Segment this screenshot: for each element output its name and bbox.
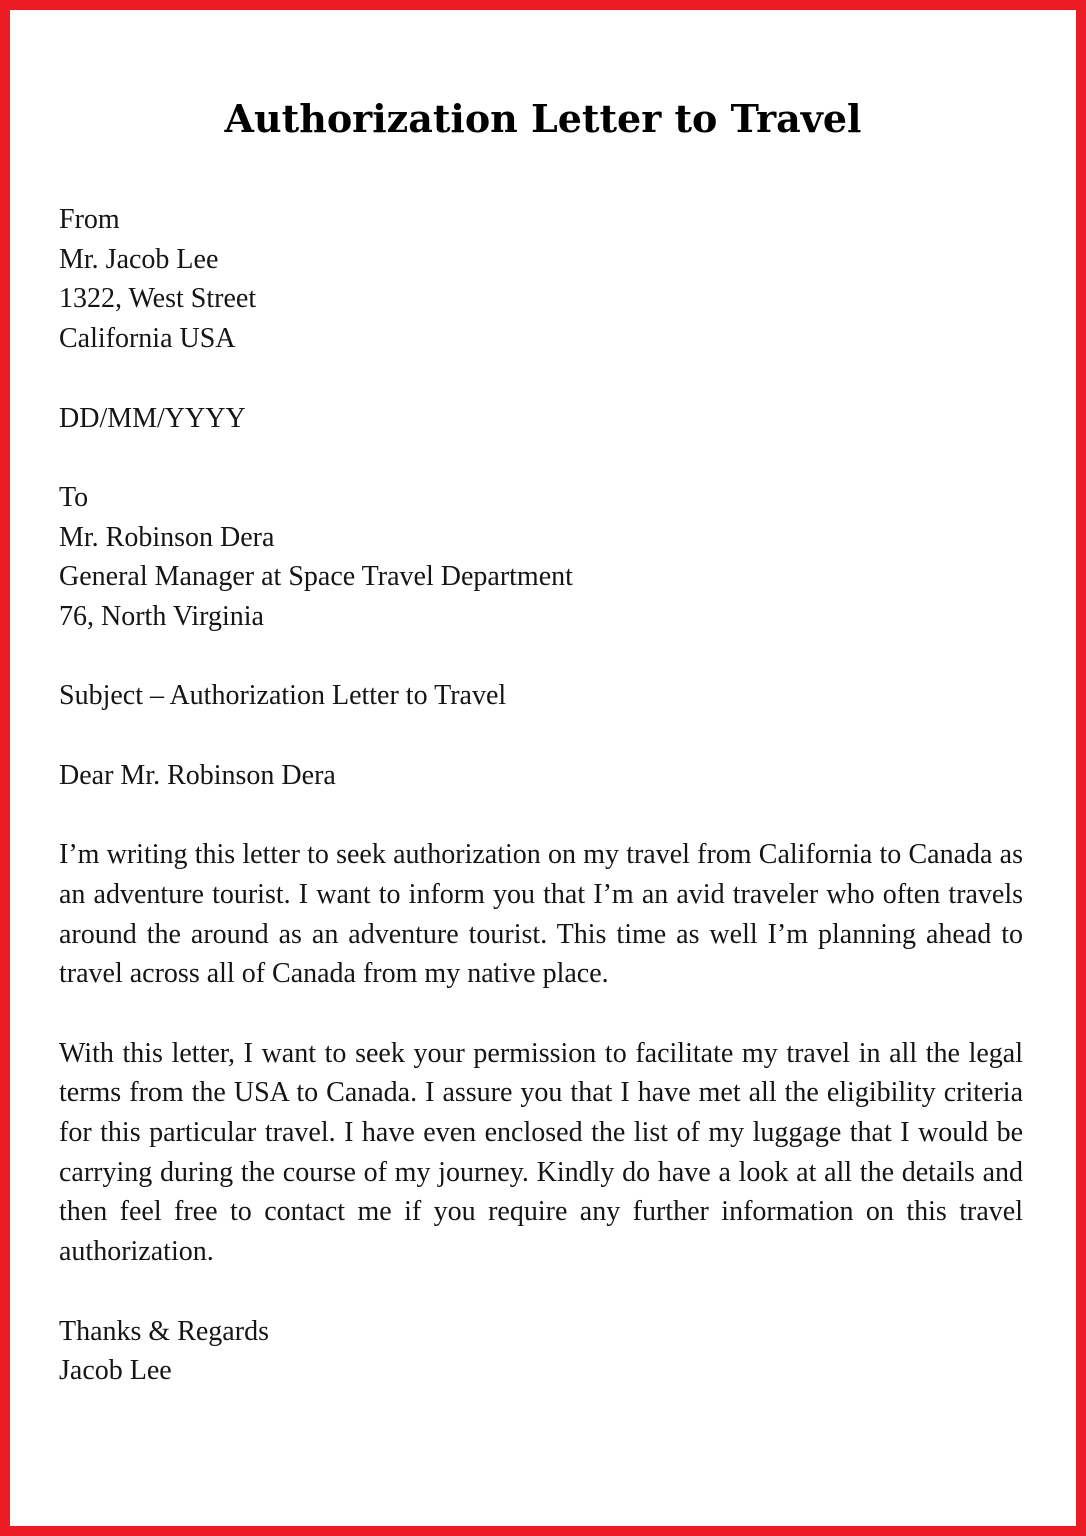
recipient-label: To — [59, 481, 89, 513]
letter-content — [59, 200, 1023, 1391]
sender-street: 1322, West Street — [59, 283, 257, 315]
spacer — [59, 1272, 1023, 1312]
spacer — [59, 637, 1023, 677]
recipient-block — [59, 478, 1023, 637]
salutation: Dear Mr. Robinson Dera — [59, 759, 336, 791]
sender-name: Mr. Jacob Lee — [59, 243, 219, 275]
body-paragraph-1: I’m writing this letter to seek authorization on my travel from California to Canada as an adventure tourist. I want to inform you that I’m an avid traveler who often travels around the around as an adventure tourist. This time as well I’m planning ahead to travel across all of Canada from my native place. — [59, 839, 1023, 990]
sender-label: From — [59, 204, 120, 235]
body-paragraph-2: With this letter, I want to seek your permission to facilitate my travel in all the legal terms from the USA to Canada. I assure you that I have met all the eligibility criteria for this particular travel. I have even enclosed the list of my luggage that I would be carrying during the course of my journey. Kindly do have a look at all the details and then feel free to contact me if you require any further information on this travel authorization. — [59, 1037, 1023, 1268]
closing: Thanks & Regards — [59, 1315, 269, 1347]
spacer — [59, 795, 1023, 835]
spacer — [59, 438, 1023, 478]
sender-region: California USA — [59, 323, 236, 355]
signature-name: Jacob Lee — [59, 1355, 172, 1387]
subject-line: Subject – Authorization Letter to Travel — [59, 680, 507, 712]
spacer — [59, 716, 1023, 756]
recipient-position: General Manager at Space Travel Department — [59, 561, 573, 593]
closing-block — [59, 1312, 1023, 1391]
recipient-name: Mr. Robinson Dera — [59, 521, 275, 553]
spacer — [59, 359, 1023, 399]
spacer — [59, 994, 1023, 1034]
sender-block — [59, 200, 1023, 359]
recipient-address: 76, North Virginia — [59, 601, 264, 632]
page-title: Authorization Letter to Travel — [224, 96, 862, 141]
letter-date: DD/MM/YYYY — [59, 402, 246, 434]
